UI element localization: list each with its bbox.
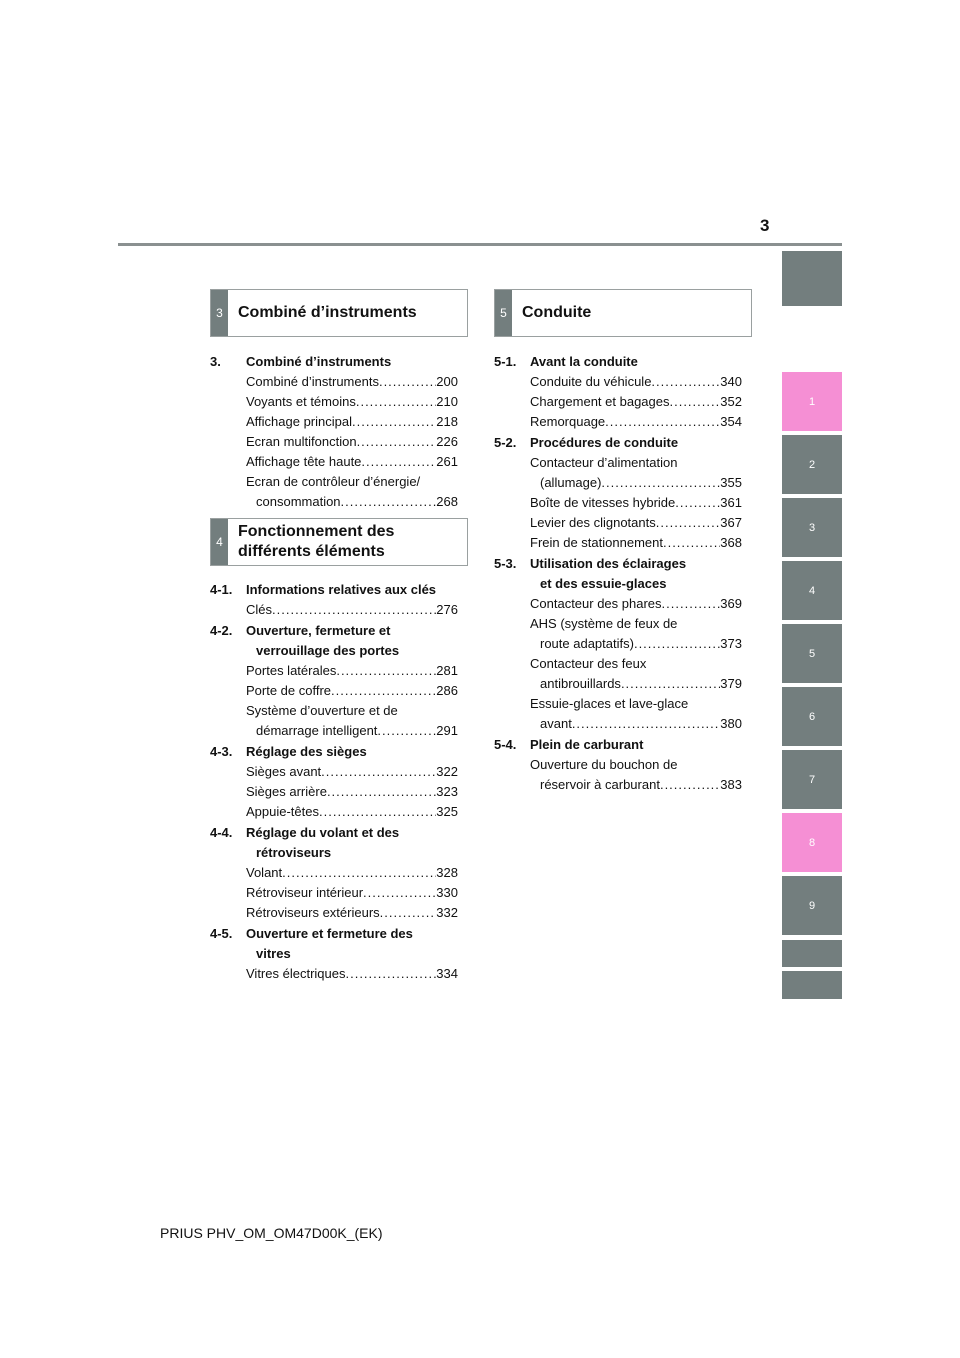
toc-page-number: 369	[720, 596, 742, 611]
section-3-title: Combiné d’instruments	[238, 304, 417, 321]
chapter-tab[interactable]: 2	[782, 435, 842, 494]
toc-entry[interactable]	[246, 762, 458, 782]
toc-page-number: 286	[436, 683, 458, 698]
toc-entry-row	[530, 594, 742, 614]
toc-entry-title: Vitres électriques	[246, 966, 346, 981]
toc-section-title	[246, 580, 458, 600]
toc-entry[interactable]	[246, 782, 458, 802]
toc-leader-dots	[352, 412, 436, 432]
chapter-tab[interactable]	[782, 940, 842, 967]
toc-section-heading[interactable]	[210, 352, 458, 372]
toc-page-number: 291	[436, 723, 458, 738]
toc-page-number: 368	[720, 535, 742, 550]
toc-leader-dots	[380, 903, 437, 923]
toc-section-heading[interactable]	[210, 621, 458, 661]
toc-entry-title: consommation	[256, 494, 341, 509]
toc-entry[interactable]	[530, 513, 742, 533]
toc-entry-row	[246, 782, 458, 802]
toc-leader-dots	[327, 782, 436, 802]
toc-entry[interactable]	[530, 755, 742, 795]
toc-leader-dots	[345, 964, 436, 984]
toc-entry-title-line1: Système d’ouverture et de	[246, 703, 398, 718]
toc-entry[interactable]	[530, 372, 742, 392]
toc-entry-title: Boîte de vitesses hybride	[530, 495, 676, 510]
toc-entry[interactable]	[246, 472, 458, 512]
header-rule	[118, 243, 842, 246]
toc-page-number: 218	[436, 414, 458, 429]
toc-page-number: 322	[436, 764, 458, 779]
toc-section-number: 4-1.	[210, 582, 233, 597]
toc-section-title-line2: et des essuie-glaces	[540, 576, 667, 591]
toc-section-title	[530, 433, 742, 453]
toc-section-title	[530, 554, 742, 594]
toc-page-number: 330	[436, 885, 458, 900]
toc-entry[interactable]	[530, 694, 742, 734]
toc-section-number: 5-2.	[494, 435, 517, 450]
toc-section-title-line1: Utilisation des éclairages	[530, 556, 687, 571]
toc-entry[interactable]	[530, 412, 742, 432]
toc-leader-dots	[356, 392, 436, 412]
toc-entry[interactable]	[246, 701, 458, 741]
toc-leader-dots	[605, 412, 720, 432]
toc-leader-dots	[675, 493, 720, 513]
chapter-tab[interactable]	[782, 971, 842, 999]
toc-page-number: 340	[720, 374, 742, 389]
toc-page-number: 268	[436, 494, 458, 509]
toc-section-number: 4-4.	[210, 825, 233, 840]
section-4-title-line1: Fonctionnement des	[238, 523, 395, 540]
toc-entry-title: Volant	[246, 865, 283, 880]
section-5-title: Conduite	[522, 304, 592, 321]
toc-section-title	[530, 735, 742, 755]
toc-page-number: 367	[720, 515, 742, 530]
toc-entry-title-line1: Ouverture du bouchon de	[530, 757, 678, 772]
toc-section-title-line1: Procédures de conduite	[530, 435, 679, 450]
toc-leader-dots	[357, 432, 437, 452]
toc-page-number: 226	[436, 434, 458, 449]
toc-entry[interactable]	[246, 600, 458, 620]
toc-leader-dots	[656, 513, 721, 533]
toc-entry-row	[246, 863, 458, 883]
toc-leader-dots	[379, 372, 436, 392]
toc-leader-dots	[663, 533, 720, 553]
toc-entry-row	[246, 392, 458, 412]
toc-entry[interactable]	[246, 392, 458, 412]
toc-entry-title: (allumage)	[540, 475, 602, 490]
toc-page-number: 334	[436, 966, 458, 981]
section-3-header	[210, 289, 468, 337]
toc-entry-title: route adaptatifs)	[540, 636, 634, 651]
toc-entry-row	[246, 903, 458, 923]
toc-entry-title: Combiné d’instruments	[246, 374, 379, 389]
toc-leader-dots	[669, 392, 720, 412]
toc-entry[interactable]	[246, 863, 458, 883]
toc-section-number: 5-3.	[494, 556, 517, 571]
toc-section-heading[interactable]	[494, 433, 742, 453]
toc-entry[interactable]	[530, 533, 742, 553]
toc-entry-title: Conduite du véhicule	[530, 374, 652, 389]
toc-section-title-line1: Avant la conduite	[530, 354, 638, 369]
toc-leader-dots	[572, 714, 720, 734]
toc-leader-dots	[634, 634, 720, 654]
chapter-tab[interactable]	[782, 251, 842, 306]
chapter-tab[interactable]: 4	[782, 561, 842, 620]
toc-entry[interactable]	[246, 372, 458, 392]
page-number: 3	[760, 216, 770, 235]
toc-section-heading[interactable]	[210, 580, 458, 600]
toc-entry[interactable]	[530, 453, 742, 493]
toc-entry[interactable]	[530, 614, 742, 654]
toc-entry-title: avant	[540, 716, 572, 731]
toc-leader-dots	[331, 681, 436, 701]
toc-leader-dots	[272, 600, 436, 620]
toc-entry-title: Appuie-têtes	[246, 804, 319, 819]
toc-entry-title-line1: Contacteur d’alimentation	[530, 455, 678, 470]
toc-leader-dots	[662, 594, 721, 614]
toc-leader-dots	[341, 492, 437, 512]
toc-section-number: 4-5.	[210, 926, 233, 941]
toc-page-number: 325	[436, 804, 458, 819]
toc-entry-row	[530, 392, 742, 412]
toc-entry-title-line1: Contacteur des feux	[530, 656, 647, 671]
toc-entry[interactable]	[246, 432, 458, 452]
toc-entry-title: Affichage tête haute	[246, 454, 362, 469]
toc-leader-dots	[660, 775, 720, 795]
toc-entry[interactable]	[246, 412, 458, 432]
toc-entry-row	[246, 432, 458, 452]
toc-leader-dots	[377, 721, 436, 741]
chapter-tab[interactable]: 7	[782, 750, 842, 809]
toc-entry-row	[246, 681, 458, 701]
chapter-tab[interactable]: 5	[782, 624, 842, 683]
toc-entry-title: Ecran multifonction	[246, 434, 357, 449]
toc-section-title-line1: Combiné d’instruments	[246, 354, 392, 369]
toc-section-title	[530, 352, 742, 372]
toc-section-title-line1: Plein de carburant	[530, 737, 644, 752]
toc-entry-row	[246, 452, 458, 472]
chapter-tab[interactable]: 9	[782, 876, 842, 935]
toc-section-title-line1: Ouverture et fermeture des	[246, 926, 413, 941]
toc-page-number: 210	[436, 394, 458, 409]
chapter-tab[interactable]: 6	[782, 687, 842, 746]
toc-leader-dots	[651, 372, 720, 392]
toc-leader-dots	[621, 674, 720, 694]
toc-section-title	[246, 823, 458, 863]
toc-entry-title: Remorquage	[530, 414, 606, 429]
toc-entry-row	[246, 600, 458, 620]
toc-page-number: 361	[720, 495, 742, 510]
toc-entry-title: Voyants et témoins	[246, 394, 356, 409]
toc-page-number: 355	[720, 475, 742, 490]
toc-section-title-line2: vitres	[256, 946, 291, 961]
toc-entry-title: Contacteur des phares	[530, 596, 662, 611]
toc-entry-row	[530, 674, 742, 694]
toc-entry-title-line1: Essuie-glaces et lave-glace	[530, 696, 689, 711]
toc-entry-row	[530, 714, 742, 734]
toc-section-number: 3.	[210, 354, 221, 369]
toc-entry-title: Sièges arrière	[246, 784, 327, 799]
toc-entry-row	[530, 372, 742, 392]
toc-entry-title: Chargement et bagages	[530, 394, 670, 409]
toc-section-number: 5-4.	[494, 737, 517, 752]
section-3-tag: 3	[211, 290, 228, 336]
toc-page-number: 383	[720, 777, 742, 792]
toc-entry[interactable]	[530, 493, 742, 513]
toc-entry-row	[530, 513, 742, 533]
toc-entry-title: Affichage principal	[246, 414, 352, 429]
toc-entry-row	[246, 964, 458, 984]
toc-section-title	[246, 742, 458, 762]
chapter-tab[interactable]: 3	[782, 498, 842, 557]
toc-entry-title: démarrage intelligent	[256, 723, 378, 738]
toc-leader-dots	[319, 802, 436, 822]
toc-section-heading[interactable]	[210, 823, 458, 863]
toc-page-number: 380	[720, 716, 742, 731]
section-4-tag: 4	[211, 519, 228, 565]
toc-entry-row	[246, 802, 458, 822]
toc-page-number: 354	[720, 414, 742, 429]
toc-leader-dots	[321, 762, 436, 782]
footer-doc-code: PRIUS PHV_OM_OM47D00K_(EK)	[160, 1225, 383, 1241]
toc-section-title-line2: verrouillage des portes	[256, 643, 400, 658]
toc-section-title	[246, 621, 458, 661]
toc-page-number: 328	[436, 865, 458, 880]
toc-section-title-line2: rétroviseurs	[256, 845, 332, 860]
toc-leader-dots	[336, 661, 436, 681]
section-5-header	[494, 289, 752, 337]
toc-section-number: 4-3.	[210, 744, 233, 759]
section-4-title	[238, 519, 461, 565]
toc-section-title-line1: Ouverture, fermeture et	[246, 623, 391, 638]
toc-entry-title: Rétroviseur intérieur	[246, 885, 364, 900]
toc-entry-title: Rétroviseurs extérieurs	[246, 905, 380, 920]
toc-entry[interactable]	[246, 452, 458, 472]
toc-entry[interactable]	[246, 964, 458, 984]
toc-page-number: 373	[720, 636, 742, 651]
toc-page-number: 332	[436, 905, 458, 920]
toc-section-title	[246, 924, 458, 964]
toc-section-heading[interactable]	[210, 924, 458, 964]
toc-entry-row	[530, 412, 742, 432]
toc-entry-row	[530, 473, 742, 493]
toc-entry-row	[246, 762, 458, 782]
toc-entry[interactable]	[530, 392, 742, 412]
toc-chapter-5	[494, 352, 742, 795]
toc-entry[interactable]	[246, 903, 458, 923]
toc-section-heading[interactable]	[210, 742, 458, 762]
toc-entry-title: Frein de stationnement	[530, 535, 663, 550]
chapter-tab[interactable]: 1	[782, 372, 842, 431]
toc-entry-title: Portes latérales	[246, 663, 337, 678]
toc-entry-row	[246, 412, 458, 432]
toc-entry-title: antibrouillards	[540, 676, 621, 691]
section-4-title-line2: différents éléments	[238, 543, 385, 560]
section-4-header	[210, 518, 468, 566]
toc-section-number: 5-1.	[494, 354, 517, 369]
toc-entry[interactable]	[530, 654, 742, 694]
toc-section-title-line1: Réglage des sièges	[246, 744, 367, 759]
toc-entry-row	[246, 492, 458, 512]
toc-leader-dots	[363, 883, 436, 903]
toc-entry-title: Levier des clignotants	[530, 515, 656, 530]
chapter-tab[interactable]: 8	[782, 813, 842, 872]
toc-entry-title: réservoir à carburant	[540, 777, 660, 792]
toc-entry[interactable]	[246, 661, 458, 681]
toc-entry-row	[246, 661, 458, 681]
toc-entry-row	[530, 775, 742, 795]
toc-section-heading[interactable]	[494, 554, 742, 594]
toc-page-number: 323	[436, 784, 458, 799]
toc-entry-title: Sièges avant	[246, 764, 322, 779]
toc-entry-title-line1: AHS (système de feux de	[530, 616, 678, 631]
toc-chapter-3	[210, 352, 458, 512]
toc-entry-row	[530, 533, 742, 553]
toc-chapter-4	[210, 580, 458, 984]
toc-entry[interactable]	[530, 594, 742, 614]
toc-leader-dots	[601, 473, 720, 493]
toc-section-title-line1: Réglage du volant et des	[246, 825, 400, 840]
toc-entry-title-line1: Ecran de contrôleur d’énergie/	[246, 474, 421, 489]
toc-page-number: 200	[436, 374, 458, 389]
toc-page-number: 276	[436, 602, 458, 617]
toc-page-number: 352	[720, 394, 742, 409]
toc-entry[interactable]	[246, 681, 458, 701]
toc-leader-dots	[361, 452, 436, 472]
toc-section-number: 4-2.	[210, 623, 233, 638]
toc-entry-row	[530, 634, 742, 654]
toc-entry-row	[530, 493, 742, 513]
toc-entry-row	[246, 721, 458, 741]
toc-section-heading[interactable]	[494, 352, 742, 372]
toc-entry-row	[246, 883, 458, 903]
toc-entry[interactable]	[246, 883, 458, 903]
toc-section-title	[246, 352, 458, 372]
toc-page-number: 261	[436, 454, 458, 469]
toc-entry-title: Porte de coffre	[246, 683, 332, 698]
toc-page-number: 281	[436, 663, 458, 678]
toc-entry-row	[246, 372, 458, 392]
toc-section-title-line1: Informations relatives aux clés	[246, 582, 437, 597]
toc-entry-title: Clés	[246, 602, 273, 617]
section-5-tag: 5	[495, 290, 512, 336]
toc-leader-dots	[282, 863, 436, 883]
toc-page-number: 379	[720, 676, 742, 691]
toc-entry[interactable]	[246, 802, 458, 822]
toc-section-heading[interactable]	[494, 735, 742, 755]
